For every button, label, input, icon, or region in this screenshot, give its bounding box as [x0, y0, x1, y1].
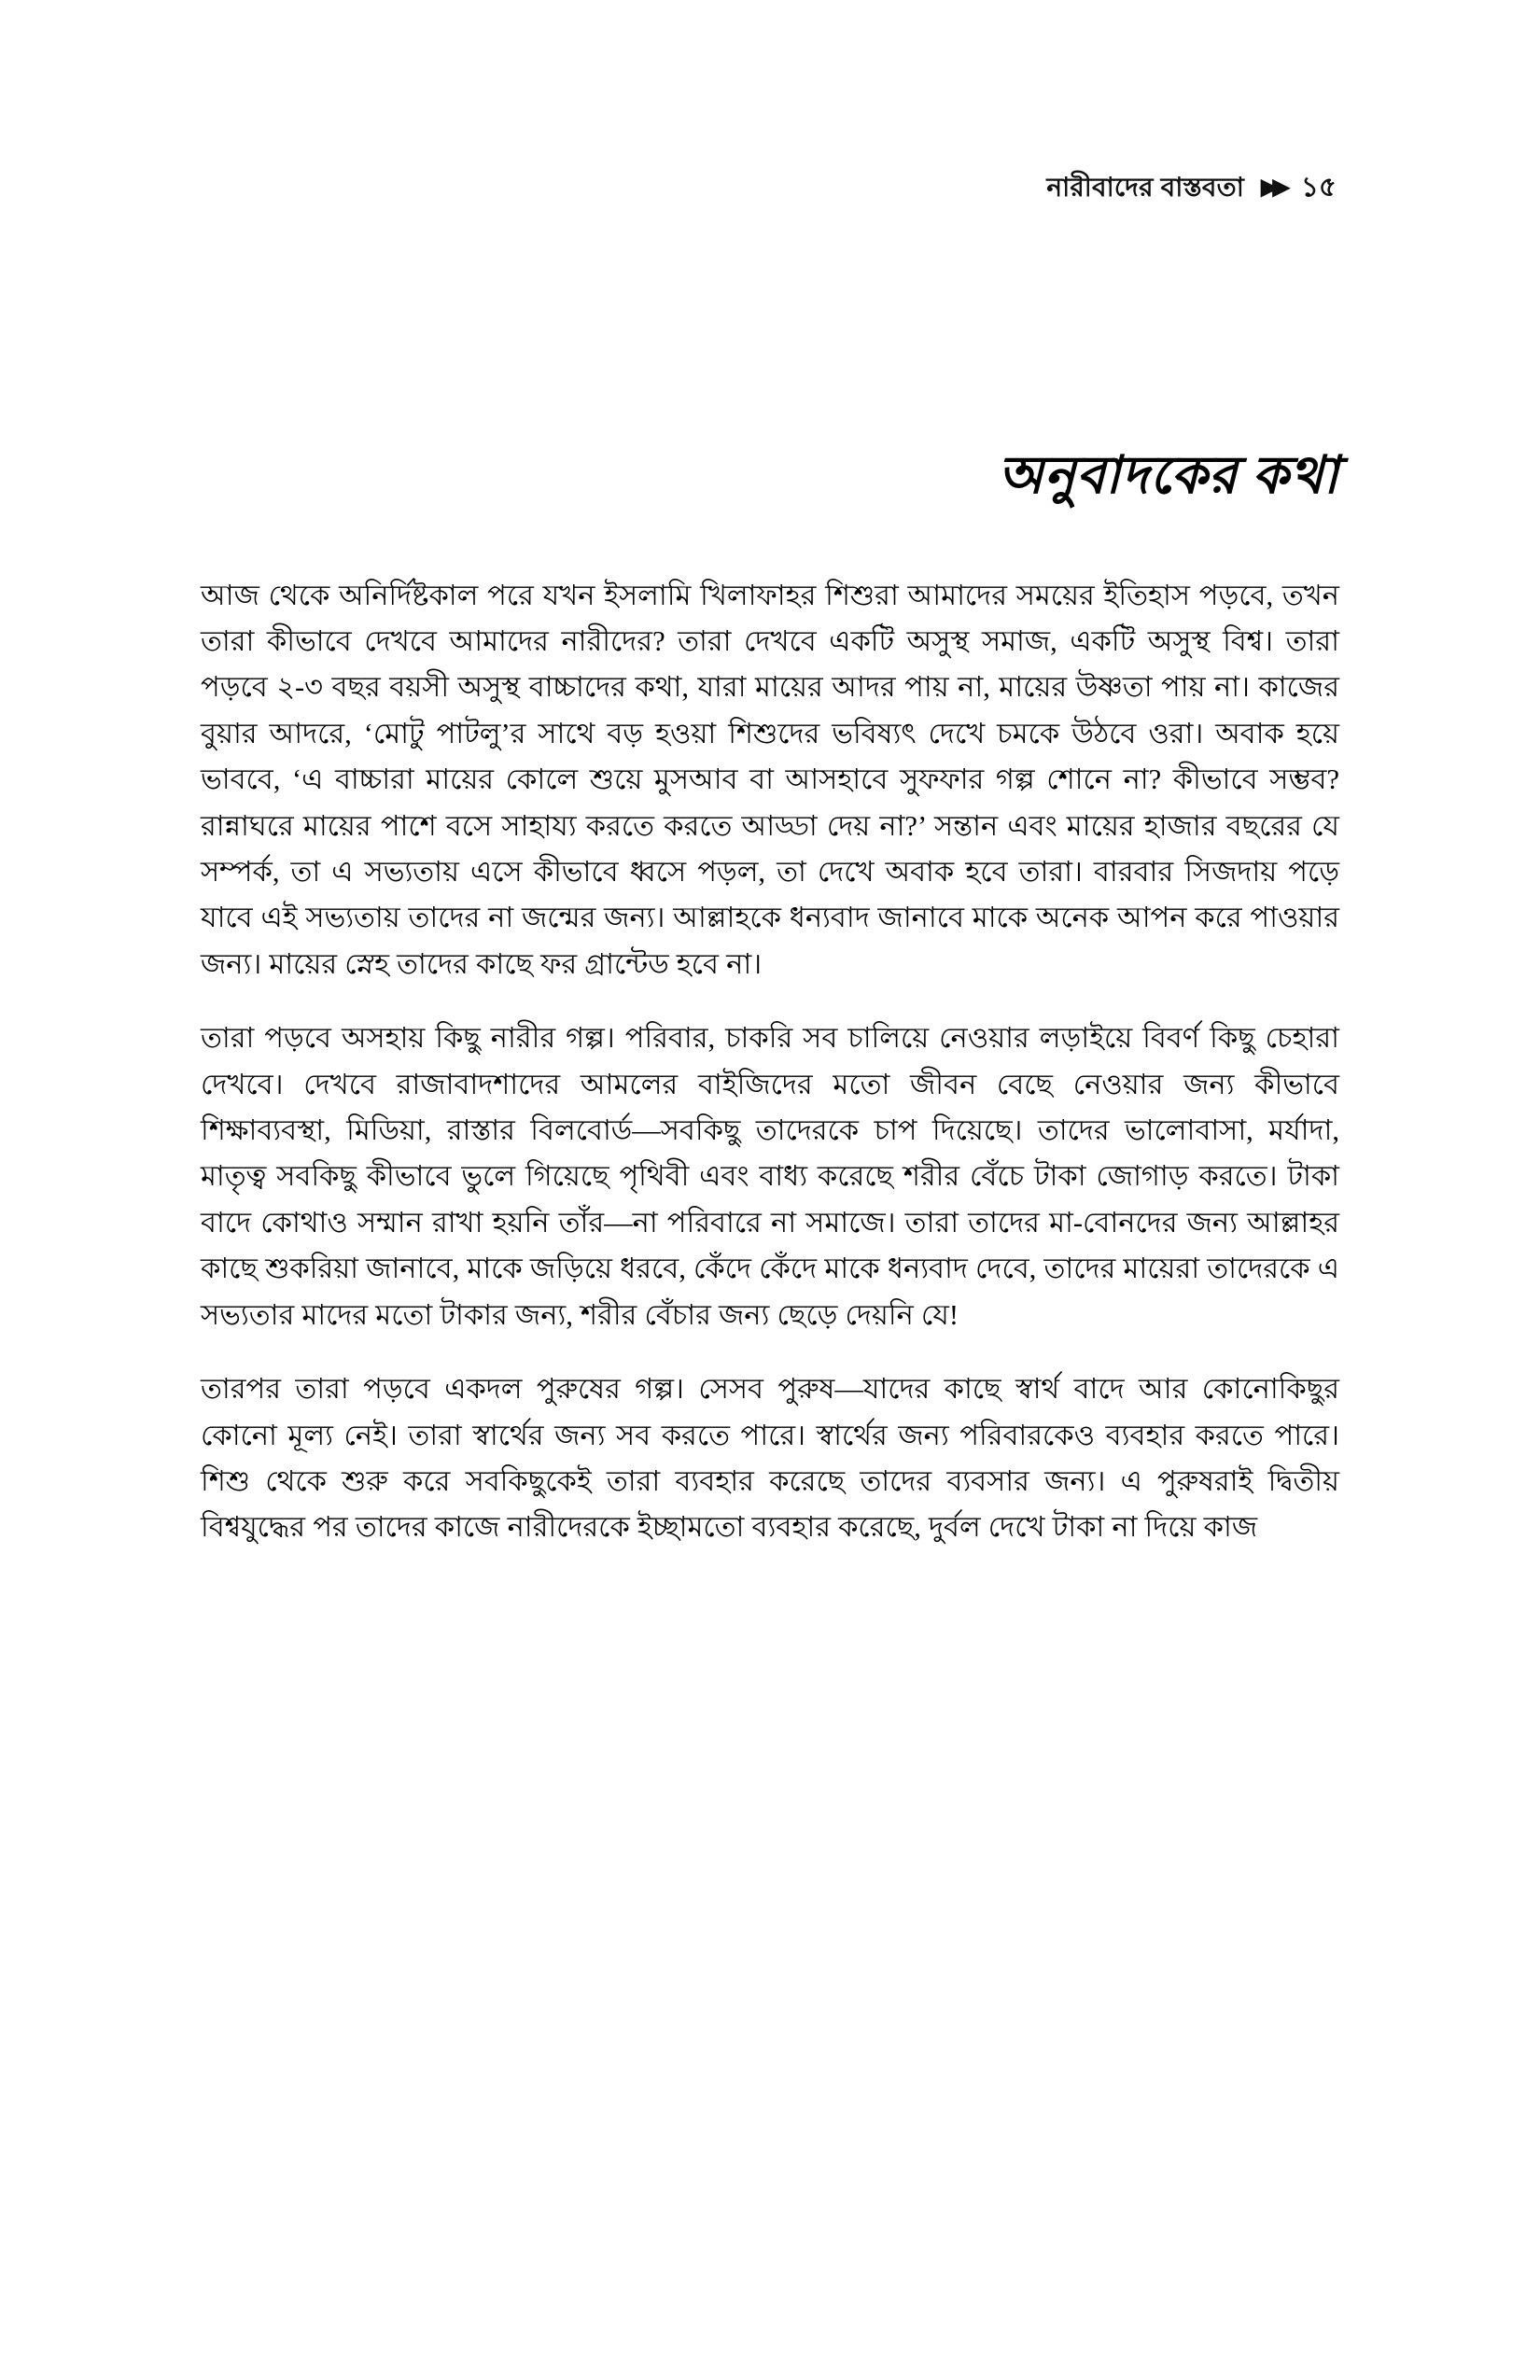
page-content	[201, 448, 1339, 1551]
body-paragraph: আজ থেকে অনির্দিষ্টকাল পরে যখন ইসলামি খিলাফাহর শিশুরা আমাদের সময়ের ইতিহাস পড়বে, তখন তারা কীভাবে দেখবে আমাদের নারীদের? তারা দেখবে একটি অসুস্থ সমাজ, একটি অসুস্থ বিশ্ব। তারা পড়বে ২-৩ বছর বয়সী অসুস্থ বাচ্চাদের কথা, যারা মায়ের আদর পায় না, মায়ের উষ্ণতা পায় না। কাজের বুয়ার আদরে, ‘মোটু পাটলু’র সাথে বড় হওয়া শিশুদের ভবিষ্যৎ দেখে চমকে উঠবে ওরা। অবাক হয়ে ভাববে, ‘এ বাচ্চারা মায়ের কোলে শুয়ে মুসআব বা আসহাবে সুফফার গল্প শোনে না? কীভাবে সম্ভব? রান্নাঘরে মায়ের পাশে বসে সাহায্য করতে করতে আড্ডা দেয় না?’ সন্তান এবং মায়ের হাজার বছরের যে সম্পর্ক, তা এ সভ্যতায় এসে কীভাবে ধ্বসে পড়ল, তা দেখে অবাক হবে তারা। বারবার সিজদায় পড়ে যাবে এই সভ্যতায় তাদের না জন্মের জন্য। আল্লাহকে ধন্যবাদ জানাবে মাকে অনেক আপন করে পাওয়ার জন্য। মায়ের স্নেহ তাদের কাছে ফর গ্রান্টেড হবে না।	[201, 579, 1339, 980]
page-number: ১৫	[1300, 173, 1337, 203]
double-arrow-icon: ▶▶	[1261, 175, 1284, 200]
running-header-title: নারীবাদের বাস্তবতা	[1046, 173, 1245, 202]
body-paragraph: তারা পড়বে অসহায় কিছু নারীর গল্প। পরিবার, চাকরি সব চালিয়ে নেওয়ার লড়াইয়ে বিবর্ণ কিছু চেহারা দেখবে। দেখবে রাজাবাদশাদের আমলের বাইজিদের মতো জীবন বেছে নেওয়ার জন্য কীভাবে শিক্ষাব্যবস্থা, মিডিয়া, রাস্তার বিলবোর্ড—সবকিছু তাদেরকে চাপ দিয়েছে। তাদের ভালোবাসা, মর্যাদা, মাতৃত্ব সবকিছু কীভাবে ভুলে গিয়েছে পৃথিবী এবং বাধ্য করেছে শরীর বেঁচে টাকা জোগাড় করতে। টাকা বাদে কোথাও সম্মান রাখা হয়নি তাঁর—না পরিবারে না সমাজে। তারা তাদের মা-বোনদের জন্য আল্লাহর কাছে শুকরিয়া জানাবে, মাকে জড়িয়ে ধরবে, কেঁদে কেঁদে মাকে ধন্যবাদ দেবে, তাদের মায়েরা তাদেরকে এ সভ্যতার মাদের মতো টাকার জন্য, শরীর বেঁচার জন্য ছেড়ে দেয়নি যে!	[201, 1022, 1339, 1331]
body-paragraph: তারপর তারা পড়বে একদল পুরুষের গল্প। সেসব পুরুষ—যাদের কাছে স্বার্থ বাদে আর কোনোকিছুর কোনো মূল্য নেই। তারা স্বার্থের জন্য সব করতে পারে। স্বার্থের জন্য পরিবারকেও ব্যবহার করতে পারে। শিশু থেকে শুরু করে সবকিছুকেই তারা ব্যবহার করেছে তাদের ব্যবসার জন্য। এ পুরুষরাই দ্বিতীয় বিশ্বযুদ্ধের পর তাদের কাজে নারীদেরকে ইচ্ছামতো ব্যবহার করেছে, দুর্বল দেখে টাকা না দিয়ে কাজ	[201, 1373, 1339, 1544]
chapter-title: অনুবাদকের কথা	[998, 447, 1339, 505]
running-header	[1046, 166, 1337, 212]
